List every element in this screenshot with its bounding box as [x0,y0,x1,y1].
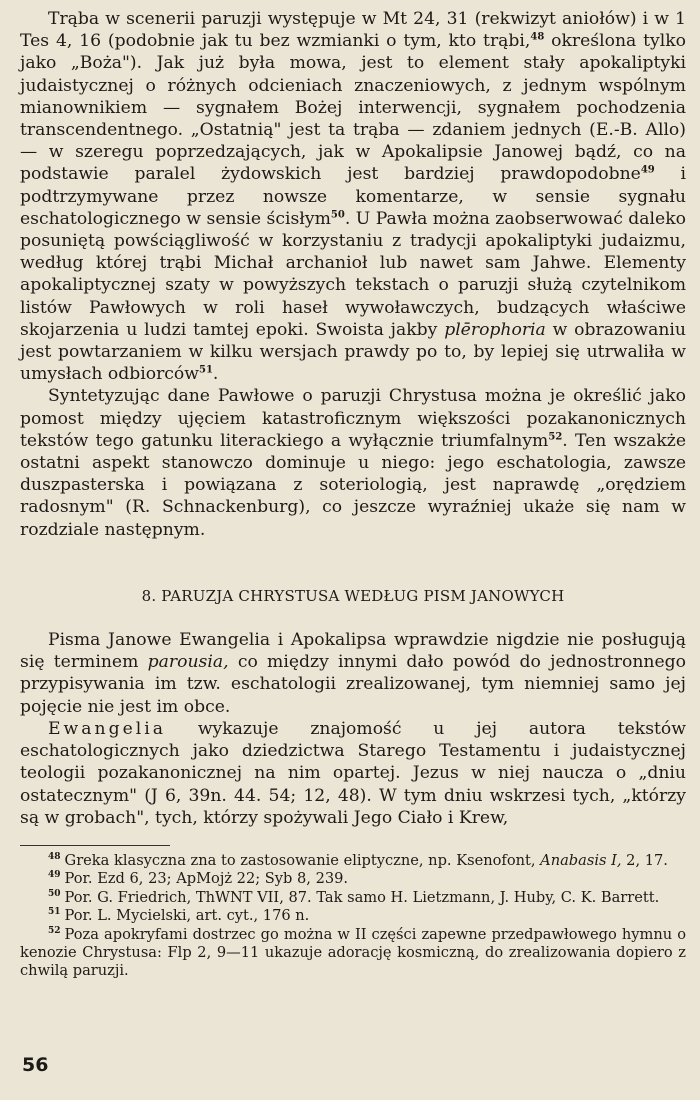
footnote-text: Por. Ezd 6, 23; ApMojż 22; Syb 8, 239. [64,870,349,888]
footnote-ref-48[interactable]: 48 [530,31,545,43]
paragraph-text: . U Pawła można zaobserwować daleko posuniętą powściągliwość w korzystaniu z tradycji apokaliptyki judaizmu, według której trąbi Michał archanioł lub nawet sam Jahwe. Elementy apokaliptycznej szaty w powyższych tekstach o paruzji służą czytelnikom listów Pawłowych w roli haseł wywoławczych, budzących właściwe skojarzenia u ludzi tamtej epoki. Swoista jakby [20,208,686,340]
footnote-text: Poza apokryfami dostrzec go można w II części zapewne przedpawłowego hymnu o kenozie Chrystusa: Flp 2, 9—11 ukazuje adorację kosmiczną, do zrealizowania dopiero z chwilą paruzji. [20,925,686,980]
footnote-ref-50[interactable]: 50 [330,209,345,221]
paragraph-text: . [212,364,219,385]
footnote-text: 2, 17. [621,851,668,869]
main-text [20,8,686,829]
footnote-text: Por. L. Mycielski, art. cyt., 176 n. [64,907,310,925]
footnote-48 [20,852,686,870]
footnote-separator [20,845,170,846]
footnote-number: 48 [48,852,61,863]
page-number: 56 [22,1054,49,1076]
paragraph-johannine [20,629,686,718]
footnote-49 [20,870,686,888]
footnote-52 [20,926,686,981]
paragraph-text: w obrazowaniu jest powtarzaniem w kilku wersjach prawdy po to, by lepiej się utrwaliła w umysłach odbiorców [20,319,686,385]
paragraph-text: . Ten wszakże ostatni aspekt stanowczo dominuje u niego: jego eschatologia, zawsze duszpasterska i powiązana z soteriologią, jest naprawdę „orędziem radosnym" (R. Schnackenburg), co jeszcze wyraźniej ukaże się nam w rozdziale następnym. [20,430,686,540]
section-heading: 8. PARUZJA CHRYSTUSA WEDŁUG PISM JANOWYCH [141,586,565,605]
footnote-ref-51[interactable]: 51 [198,364,213,376]
footnote-number: 50 [48,888,61,899]
paragraph-text: co między innymi dało powód do jednostronnego przypisywania im tzw. eschatologii zrealizowanej, tym niemniej samo jej pojęcie nie jest im obce. [20,652,687,717]
footnote-number: 51 [48,907,61,918]
footnote-ref-52[interactable]: 52 [548,431,563,443]
footnotes [20,852,686,981]
paragraph-trumpet [20,8,686,385]
italic-term: plērophoria [444,319,546,340]
footnote-50 [20,889,686,907]
paragraph-gospel [20,718,686,829]
footnote-51 [20,907,686,925]
paragraph-text: i podtrzymywane przez nowsze komentarze, w sensie sygnału eschatologicznego w sensie ścisłym [20,164,686,229]
footnote-number: 49 [48,870,61,881]
footnote-number: 52 [48,925,61,936]
paragraph-text: Pisma Janowe Ewangelia i Apokalipsa wprawdzie nigdzie nie posługują się terminem [20,630,686,673]
paragraph-synthesis [20,385,686,540]
footnote-ref-49[interactable]: 49 [640,164,655,176]
paragraph-text: Trąba w scenerii paruzji występuje w Mt 24, 31 (rekwizyt aniołów) i w 1 Tes 4, 16 (podobnie jak tu bez wzmianki o tym, kto trąbi, [20,9,686,52]
paragraph-text: określona tylko jako „Boża"). Jak już była mowa, jest to element stały apokaliptyki judaistycznej o różnych odcieniach znaczeniowych, z jednym wspólnym mianownikiem — sygnałem Bożej interwencji, sygnałem pochodzenia transcendentnego. „Ostatnią" jest ta trąba — zdaniem jednych (E.-B. Allo) — w szeregu poprzedzających, jak w Apokalipsie Janowej bądź, co na podstawie paralel żydowskich jest bardziej prawdopodobne [20,31,686,185]
paragraph-text: wykazuje znajomość u jej autora tekstów eschatologicznych jako dziedzictwa Starego Testamentu i judaistycznej teologii pozakanonicznej na nim opartej. Jezus w niej naucza o „dniu ostatecznym" (J 6, 39n. 44. 54; 12, 48). W tym dniu wskrzesi tych, „którzy są w grobach", tych, którzy spożywali Jego Ciało i Krew, [20,718,686,828]
paragraph-text: Syntetyzując dane Pawłowe o paruzji Chrystusa można je określić jako pomost między ujęciem katastroficznym większości pozakanonicznych tekstów tego gatunku literackiego a wyłącznie triumfalnym [20,386,686,451]
footnote-text: Greka klasyczna zna to zastosowanie eliptyczne, np. Ksenofont, [64,851,541,869]
footnote-italic: Anabasis I, [540,851,622,869]
italic-term: parousia, [147,652,229,673]
footnote-text: Por. G. Friedrich, ThWNT VII, 87. Tak samo H. Lietzmann, J. Huby, C. K. Barrett. [64,888,660,906]
spaced-term: Ewangelia [48,718,166,739]
